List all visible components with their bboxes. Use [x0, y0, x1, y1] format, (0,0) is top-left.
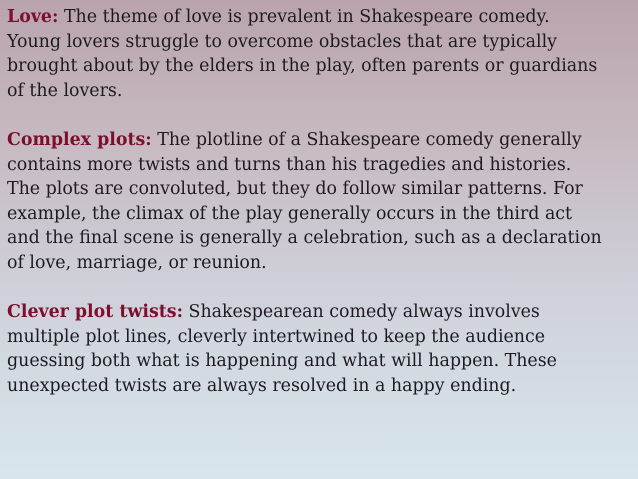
paragraph-complex-plots — [7, 128, 635, 276]
paragraph-label: Complex plots: — [7, 129, 152, 150]
paragraph-label: Clever plot twists: — [7, 302, 183, 323]
paragraph-love — [7, 5, 635, 103]
paragraph-text: The theme of love is prevalent in Shakespeare comedy. Young lovers struggle to overcome obstacles that are typically brought about by the elders in the play, often parents or guardians of the lovers. — [7, 7, 598, 101]
paragraph-text: The plotline of a Shakespeare comedy generally contains more twists and turns than his tragedies and histories. The plots are convoluted, but they do follow similar patterns. For example, the climax of the play generally occurs in the third act and the final scene is generally a celebration, such as a declaration of love, marriage, or reunion. — [7, 129, 602, 273]
paragraph-clever-plot-twists — [7, 300, 635, 398]
paragraph-text: Shakespearean comedy always involves multiple plot lines, cleverly intertwined to keep the audience guessing both what is happening and what will happen. These unexpected twists are always resolved in a happy ending. — [7, 302, 557, 396]
slide-body — [7, 5, 635, 423]
paragraph-label: Love: — [7, 7, 59, 27]
